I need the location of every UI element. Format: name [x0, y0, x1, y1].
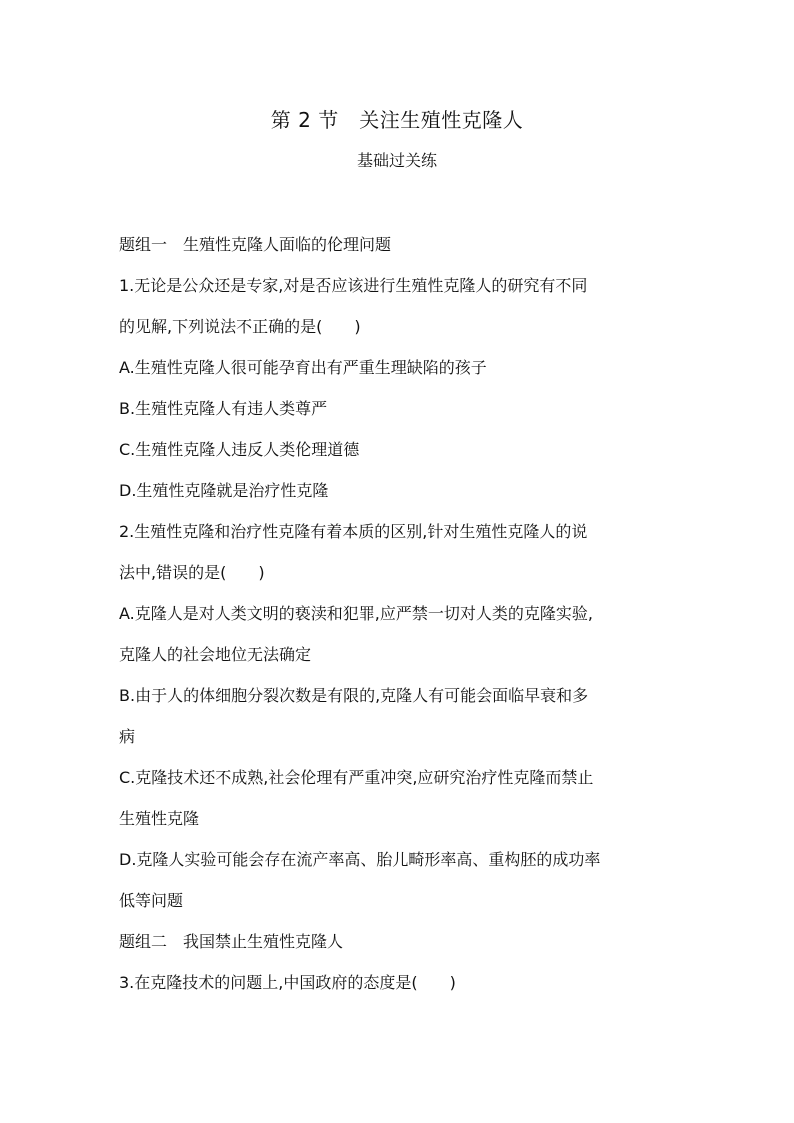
question-2-option-b: B.由于人的体细胞分裂次数是有限的,克隆人有可能会面临早衰和多	[119, 686, 589, 705]
group-heading-1: 题组一 生殖性克隆人面临的伦理问题	[119, 235, 392, 254]
question-content	[119, 224, 681, 1003]
question-2-option-b-cont: 病	[119, 727, 136, 746]
question-2-option-c-cont: 生殖性克隆	[119, 809, 200, 828]
question-1-option-c: C.生殖性克隆人违反人类伦理道德	[119, 440, 360, 459]
question-1-option-a: A.生殖性克隆人很可能孕育出有严重生理缺陷的孩子	[119, 358, 487, 377]
question-1-option-b: B.生殖性克隆人有违人类尊严	[119, 399, 328, 418]
question-2-option-a-cont: 克隆人的社会地位无法确定	[119, 645, 312, 664]
section-title: 第 2 节 关注生殖性克隆人	[270, 108, 524, 132]
question-2-stem: 2.生殖性克隆和治疗性克隆有着本质的区别,针对生殖性克隆人的说	[119, 522, 588, 541]
question-1-option-d: D.生殖性克隆就是治疗性克隆	[119, 481, 329, 500]
question-3-stem: 3.在克隆技术的问题上,中国政府的态度是( )	[119, 973, 456, 992]
section-subtitle: 基础过关练	[356, 151, 437, 170]
question-2-stem-cont: 法中,错误的是( )	[119, 563, 265, 582]
question-2-option-d: D.克隆人实验可能会存在流产率高、胎儿畸形率高、重构胚的成功率	[119, 850, 601, 869]
group-heading-2: 题组二 我国禁止生殖性克隆人	[119, 932, 344, 951]
question-1-stem: 1.无论是公众还是专家,对是否应该进行生殖性克隆人的研究有不同	[119, 276, 588, 295]
question-2-option-c: C.克隆技术还不成熟,社会伦理有严重冲突,应研究治疗性克隆而禁止	[119, 768, 594, 787]
question-2-option-d-cont: 低等问题	[119, 891, 184, 910]
question-1-stem-cont: 的见解,下列说法不正确的是( )	[119, 317, 361, 336]
question-2-option-a: A.克隆人是对人类文明的亵渎和犯罪,应严禁一切对人类的克隆实验,	[119, 604, 593, 623]
